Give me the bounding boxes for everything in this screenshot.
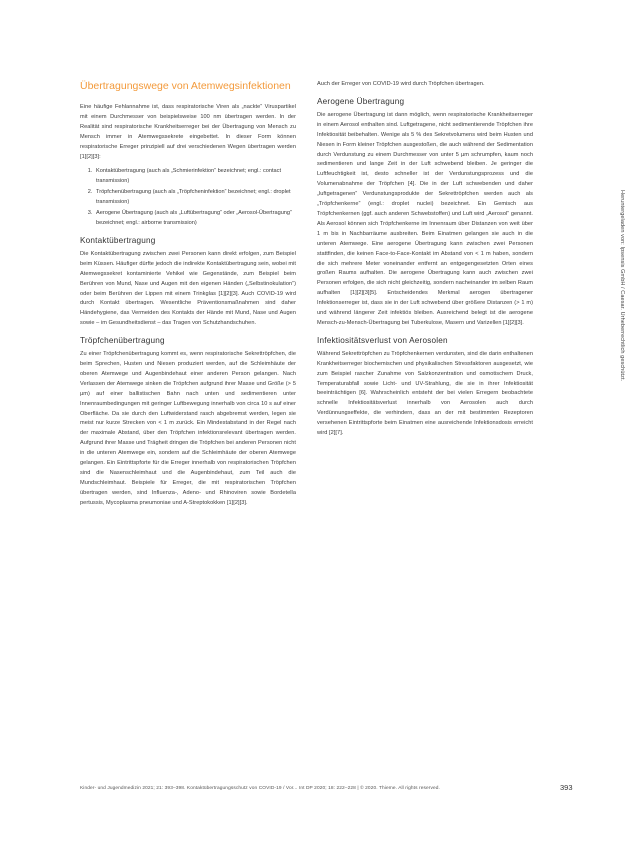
page-number: 393: [560, 783, 573, 792]
droplet-paragraph: Zu einer Tröpfchenübertragung kommt es, wenn respiratorische Sekrettröpfchen, die beim Sprechen, Husten und Niesen produziert werden, auf die Schleimhäute der oberen Atemwege und Augenbindehaut einer anderen Person gelangen. Nach Verlassen der Atemwege sinken die Tröpfchen aufgrund ihrer Masse und Größe (> 5 µm) auf einer ballistischen Bahn nach unten und sedimentieren unter Innenraumbedingungen mit geringer Luftbewegung innerhalb von circa 10 s auf einer Oberfläche. Da sie durch den Luftwiderstand rasch abgebremst werden, legen sie meist nur kurze Strecken von < 1 m zurück. Ein Mindestabstand in der Regel nach der maximale Abstand, über den Tröpfchen infektionsrelevant übertragen werden. Aufgrund ihrer Masse und Trägheit dringen die Tröpfchen bei anderen Personen nicht in die unteren Atemwege ein, sondern auf die Schleimhäute der oberen Atemwege gelangen. Ein Eintrittspforte für die Erreger innerhalb von respiratorischen Tröpfchen sind die Nasenschleimhaut und die Augenbindehaut, zum Teil auch die Mundschleimhaut. Beispiele für Erreger, die mit respiratorischen Tröpfchen übertragen werden, sind Influenza-, Adeno- und Rhinoviren sowie Bordetella pertussis, Mycoplasma pneumoniae und A-Streptokokken [1][2][3].: [80, 351, 296, 506]
infectivity-paragraph: Während Sekrettröpfchen zu Tröpfchenkernen verdunsten, sind die darin enthaltenen Krankheitserreger biochemischen und physikalischen Stressfaktoren ausgesetzt, wie zum Beispiel rascher Zunahme von Salzkonzentration und osmotischem Druck, Temperaturabfall sowie Licht- und UV-Strahlung, die sie in ihrer Infektiosität beeinträchtigen [6]. Wahrscheinlich entsteht der bei vielen Erregern beobachtete schnelle Infektiositätsverlust innerhalb von Aerosolen auch durch Verdünnungseffekte, die verhindern, dass an der mit bestimmten Rezeptoren versehenen Eintrittspforte beim Einatmen eine ausreichende Infektionsdosis erreicht wird [2][7].: [317, 350, 533, 437]
transmission-routes-list: [80, 167, 296, 228]
list-item: 1. Kontaktübertragung (auch als „Schmierinfektion“ bezeichnet; engl.: contact transmission): [94, 167, 296, 187]
intro-paragraph: Eine häufige Fehlannahme ist, dass respiratorische Viren als „nackte“ Viruspartikel mit einem Durchmesser von beispielsweise 100 nm übertragen werden. In der Realität sind respiratorische Krankheitserreger bei der Übertragung von Mensch zu Mensch immer in Atemwegssekrete eingebettet. In dieser Form können respiratorische Erreger prinzipiell auf drei verschiedenen Wegen übertragen werden [1][2][3]:: [80, 104, 296, 160]
download-side-note: Heruntergeladen von: Ipsensis GmbH / Caesar. Urheberrechtlich geschützt.: [619, 190, 625, 382]
page-footer: Kinder- und Jugendmedizin 2021; 21: 393–398. Kontaktübertragungsschutz von COVID-19 / Vor... Int DP 2020; 18: 222–228 | © 2020. Thieme. All rights reserved.: [80, 786, 440, 791]
contact-paragraph: Die Kontaktübertragung zwischen zwei Personen kann direkt erfolgen, zum Beispiel beim Küssen. Häufiger dürfte jedoch die indirekte Kontaktübertragung sein, wobei mit Atemwegssekret kontaminierte Vehikel wie Gegenstände, zum Beispiel beim Berühren von Mund, Nase und Augen mit den eigenen Händen („Selbstinokulation“) oder beim Berühren der Lippen mit einem Trinkglas [1][2][3]. Auch COVID-19 wird durch Kontakt übertragen. Wesentliche Präventionsmaßnahmen sind daher Händehygiene, das Vermeiden des Kontakts der Hände mit Mund, Nase und Augen sowie – im Gesundheitsdienst – das Tragen von Schutzhandschuhen.: [80, 250, 296, 327]
infectivity-heading: Infektiositätsverlust von Aerosolen: [317, 335, 448, 345]
contact-heading: Kontaktübertragung: [80, 235, 156, 245]
section-title: Übertragungswege von Atemwegsinfektionen: [80, 80, 291, 92]
covid-note-paragraph: Auch der Erreger von COVID-19 wird durch Tröpfchen übertragen.: [317, 81, 485, 87]
aerogenic-paragraph: Die aerogene Übertragung ist dann möglich, wenn respiratorische Krankheitserreger in einem Aerosol enthalten sind. Luftgetragene, nicht sedimentierende Tröpfchen ihre Infektiosität beibehalten. Wenige als 5 % des Sekretvolumens wird beim Husten und Niesen in Form kleiner Tröpfchen ausgestoßen, die auch während der Sedimentation durch Verdunstung zu einem Durchmesser von unter 5 µm schrumpfen, kaum noch sedimentieren und lange Zeit in der Luft schwebend bleiben. Je geringer die Luftfeuchtigkeit ist, desto schneller ist der Verdunstungsprozess und die Volumenabnahme der Tröpfchen [4]. Die in der Luft schwebenden und daher „luftgetragenen“ Verdunstungsprodukte der Sekrettröpfchen werden auch als „Tröpfchenkerne“ (engl.: droplet nuclei) bezeichnet. Ein Gemisch aus Tröpfchenkernen (ggf. auch anderen Schwebstoffen) und Luft wird „Aerosol“ genannt. Als Aerosol können sich Tröpfchenkerne im Innenraum über Distanzen von weit über 1 m bis in Nachbarräume ausbreiten. Beim Einatmen gelangen sie auch in die unteren Atemwege. Eine aerogene Übertragung kann zwischen zwei Personen stattfinden, die keinen Face-to-Face-Kontakt im Abstand von < 1 m haben, sondern die sich mehrere Meter voneinander entfernt an entgegengesetzten Orten eines großen Raums aufhalten. Die aerogene Übertragung kann auch zwischen zwei Personen erfolgen, die sich nicht gleichzeitig, sondern nacheinander im selben Raum aufhalten [1][2][3][5]. Entscheidendes Merkmal aerogen übertragener Infektionserreger ist, dass sie in der Luft schwebend über größere Distanzen (> 1 m) und während längerer Zeit infektiös bleiben. Ausreichend belegt ist die aerogene Mensch-zu-Mensch-Übertragung bei Tuberkulose, Masern und Varizellen [1][2][3].: [317, 111, 533, 326]
list-item: 2. Tröpfchenübertragung (auch als „Tröpfcheninfektion“ bezeichnet; engl.: droplet transmission): [94, 188, 296, 208]
left-column: [80, 80, 296, 514]
aerogenic-heading: Aerogene Übertragung: [317, 96, 405, 106]
right-column: [317, 80, 533, 444]
list-item: 3. Aerogene Übertragung (auch als „Luftübertragung“ oder „Aerosol-Übertragung“ bezeichnet; engl.: airborne transmission): [94, 209, 296, 229]
droplet-heading: Tröpfchenübertragung: [80, 336, 165, 346]
